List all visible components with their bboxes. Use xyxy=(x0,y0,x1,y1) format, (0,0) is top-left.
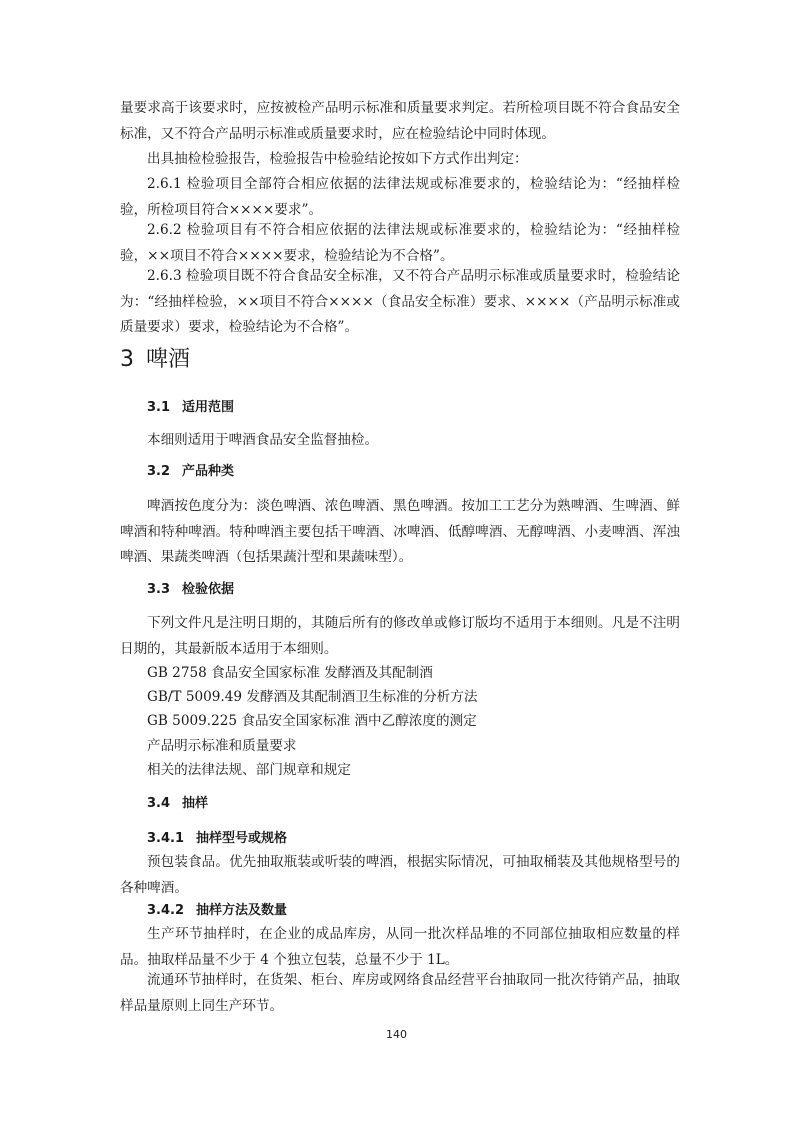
section-3-4-2-body-2: 流通环节抽样时，在货架、柜台、库房或网络食品经营平台抽取同一批次待销产品，抽取样品量原则上同生产环节。 xyxy=(120,972,680,1014)
reference-item: 相关的法律法规、部门规章和规定 xyxy=(147,762,351,778)
reference-item: GB/T 5009.49 发酵酒及其配制酒卫生标准的分析方法 xyxy=(147,689,478,705)
paragraph-2-6-3: 2.6.3 检验项目既不符合食品安全标准，又不符合产品明示标准或质量要求时，检验结论为：“经抽样检验，××项目不符合××××（食品安全标准）要求、××××（产品明示标准或质量要求）要求，检验结论为不合格”。 xyxy=(120,268,680,335)
paragraph-intro-1: 量要求高于该要求时，应按被检产品明示标准和质量要求判定。若所检项目既不符合食品安全标准，又不符合产品明示标准或质量要求时，应在检验结论中同时体现。 xyxy=(120,100,680,142)
chapter-title: 啤酒 xyxy=(146,347,191,372)
section-heading-3-4-2: 3.4.2 抽样方法及数量 xyxy=(147,903,288,918)
page-number: 140 xyxy=(386,1028,407,1041)
paragraph-intro-2: 出具抽检检验报告，检验报告中检验结论按如下方式作出判定： xyxy=(147,151,528,167)
reference-item: GB 5009.225 食品安全国家标准 酒中乙醇浓度的测定 xyxy=(147,713,477,729)
section-heading-3-3: 3.3 检验依据 xyxy=(147,582,235,597)
section-3-2-body: 啤酒按色度分为：淡色啤酒、浓色啤酒、黑色啤酒。按加工工艺分为熟啤酒、生啤酒、鲜啤酒和特种啤酒。特种啤酒主要包括干啤酒、冰啤酒、低醇啤酒、无醇啤酒、小麦啤酒、浑浊啤酒、果蔬类啤酒（包括果蔬汁型和果蔬味型）。 xyxy=(120,498,680,565)
section-3-4-2-body-1: 生产环节抽样时，在企业的成品库房，从同一批次样品堆的不同部位抽取相应数量的样品。抽取样品量不少于 4 个独立包装，总量不少于 1L。 xyxy=(120,926,680,968)
section-heading-3-2: 3.2 产品种类 xyxy=(147,464,235,479)
section-3-4-1-body: 预包装食品。优先抽取瓶装或听装的啤酒，根据实际情况，可抽取桶装及其他规格型号的各种啤酒。 xyxy=(120,854,680,896)
reference-item: GB 2758 食品安全国家标准 发酵酒及其配制酒 xyxy=(147,665,433,681)
reference-item: 产品明示标准和质量要求 xyxy=(147,738,297,754)
section-3-3-body: 下列文件凡是注明日期的，其随后所有的修改单或修订版均不适用于本细则。凡是不注明日期的，其最新版本适用于本细则。 xyxy=(120,615,680,657)
chapter-heading xyxy=(120,345,190,375)
section-heading-3-4-1: 3.4.1 抽样型号或规格 xyxy=(147,831,288,846)
paragraph-2-6-2: 2.6.2 检验项目有不符合相应依据的法律法规或标准要求的，检验结论为：“经抽样检验，××项目不符合××××要求，检验结论为不合格”。 xyxy=(120,222,680,264)
section-3-1-body: 本细则适用于啤酒食品安全监督抽检。 xyxy=(147,432,379,448)
chapter-number: 3 xyxy=(120,347,134,372)
paragraph-2-6-1: 2.6.1 检验项目全部符合相应依据的法律法规或标准要求的，检验结论为：“经抽样检验，所检项目符合××××要求”。 xyxy=(120,176,680,218)
section-heading-3-4: 3.4 抽样 xyxy=(147,796,209,811)
section-heading-3-1: 3.1 适用范围 xyxy=(147,400,235,415)
